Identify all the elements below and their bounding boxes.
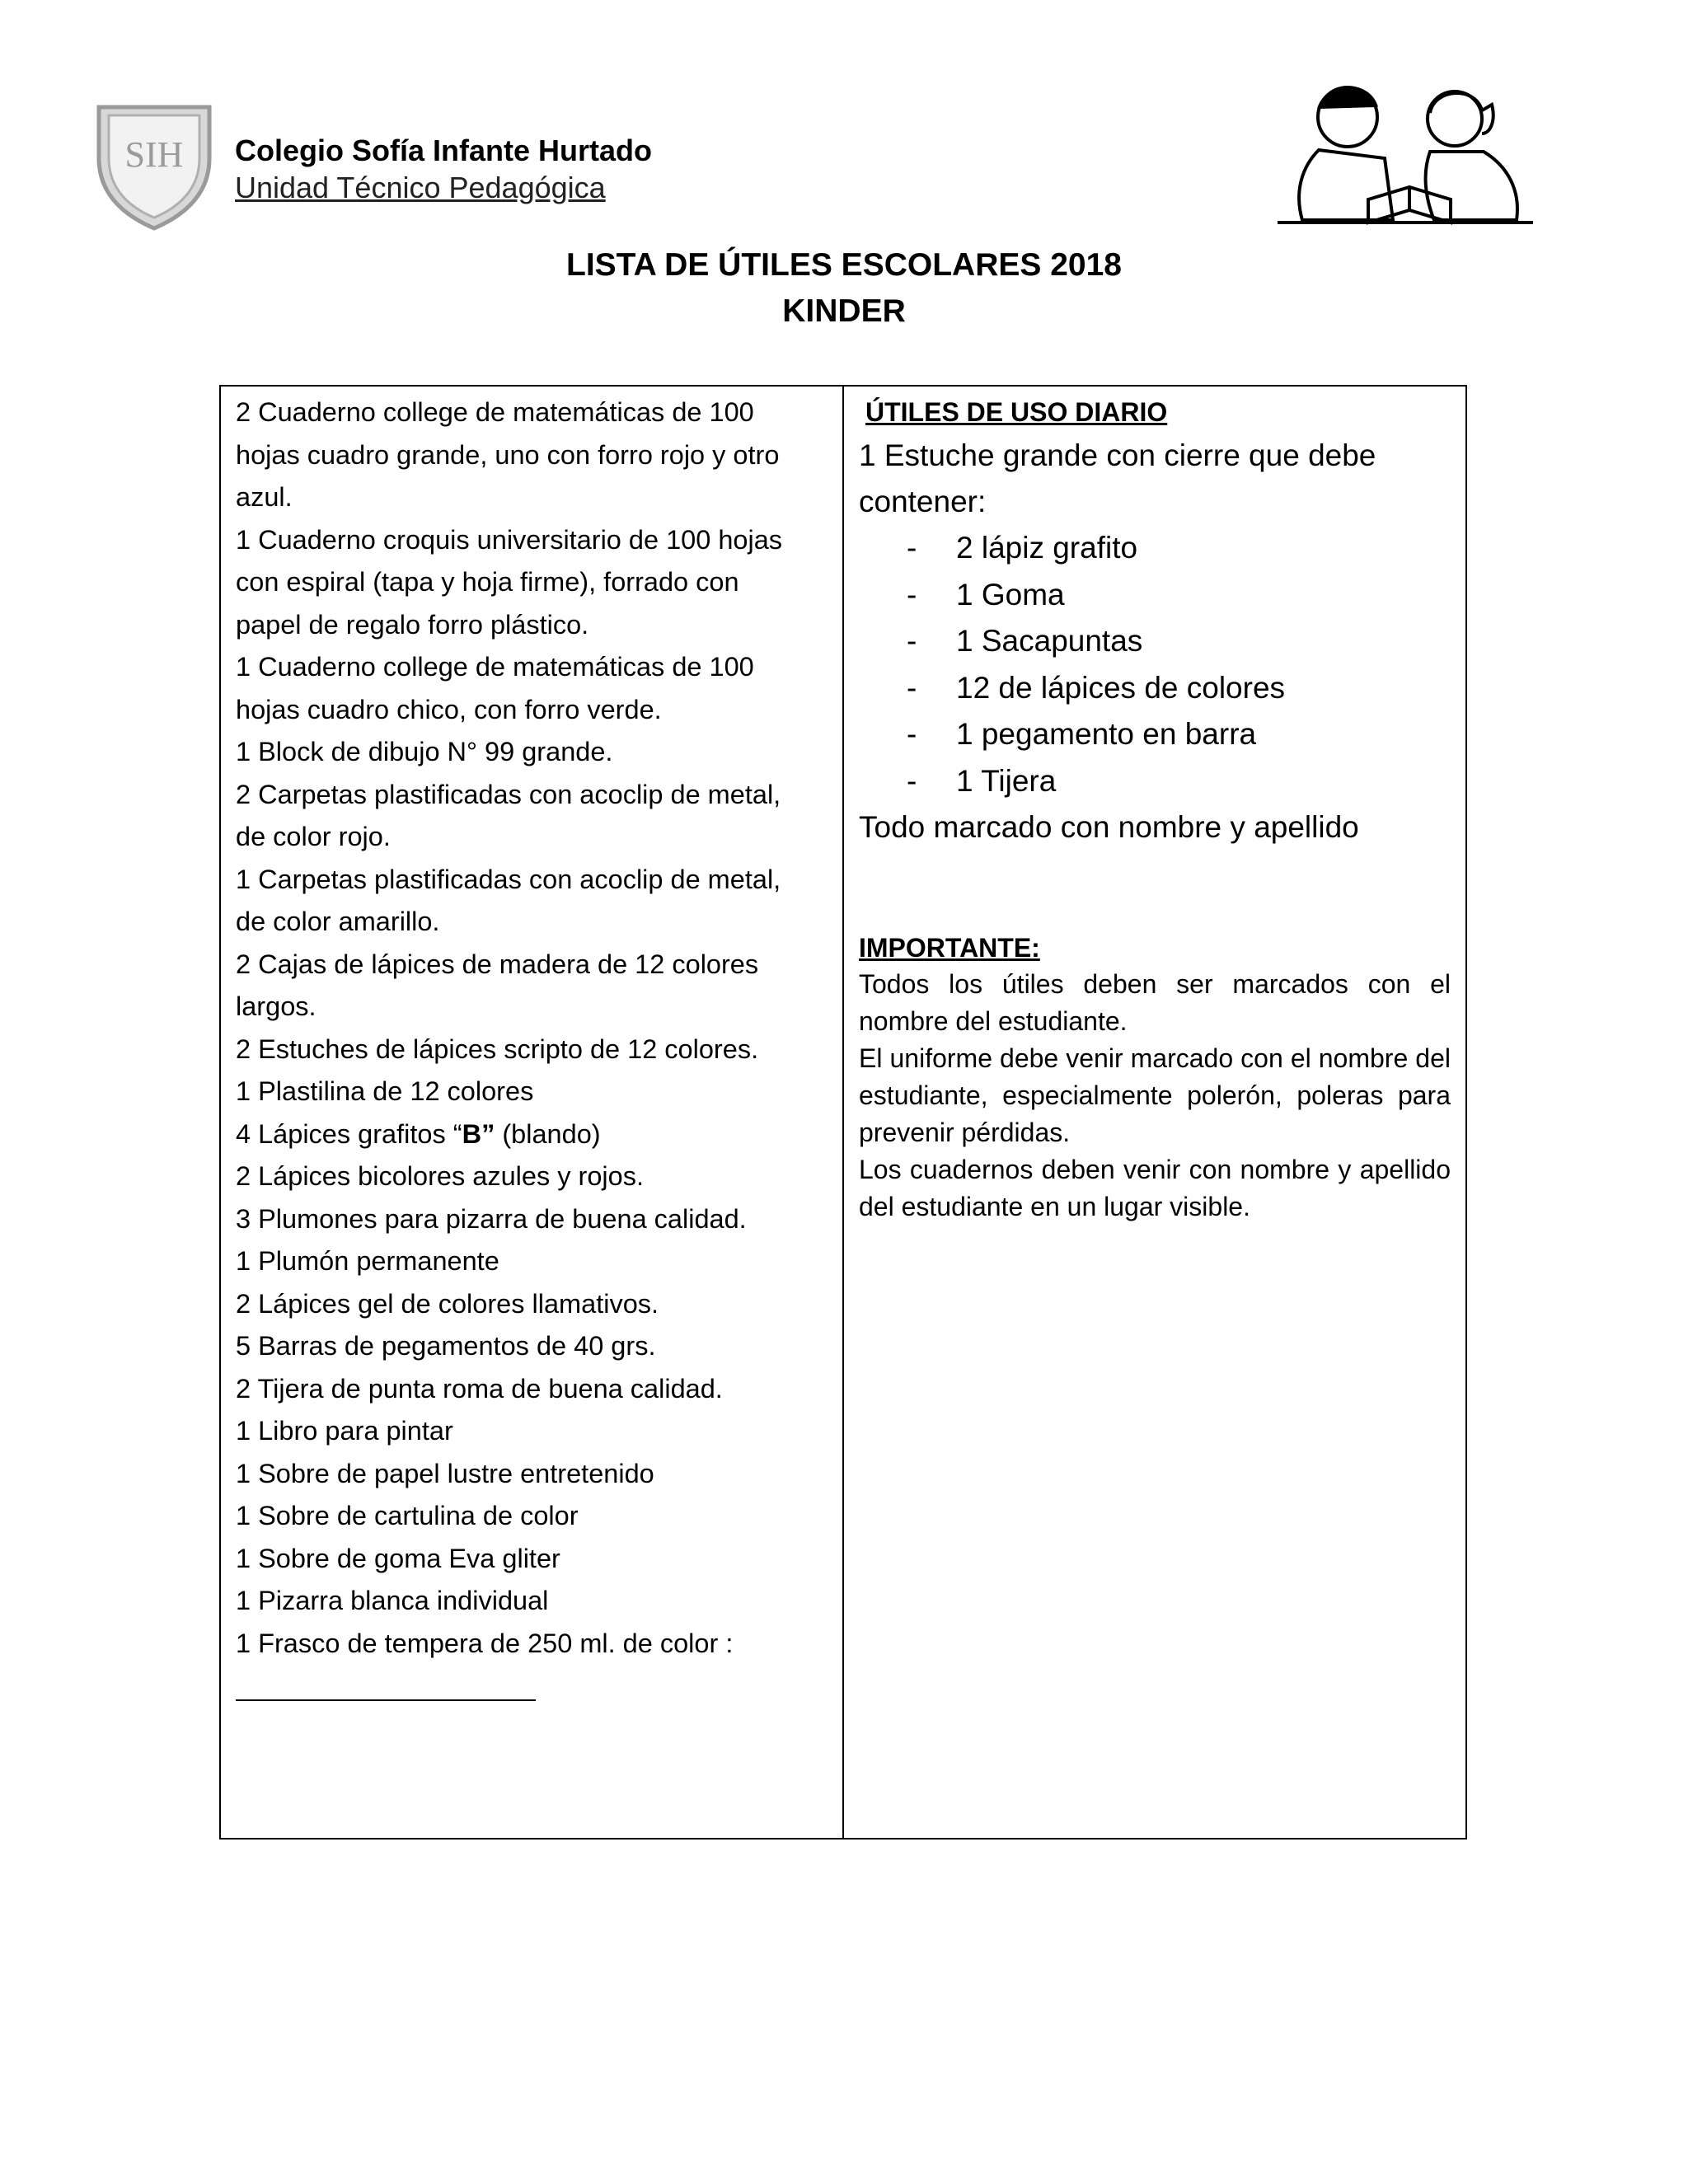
document-subtitle: KINDER (782, 293, 906, 329)
supplies-table (219, 385, 1467, 1840)
list-item: hojas cuadro chico, con forro verde. (236, 694, 662, 724)
list-item: con espiral (tapa y hoja firme), forrado con (236, 567, 739, 597)
list-item: - 1 Tijera (907, 763, 1057, 798)
list-item: hojas cuadro grande, uno con forro rojo y otro (236, 439, 780, 470)
list-item: 2 Lápices bicolores azules y rojos. (236, 1161, 644, 1191)
important-notes (859, 966, 1451, 1226)
important-note: Todos los útiles deben ser marcados con el nombre del estudiante. (859, 969, 1451, 1036)
important-note: Los cuadernos deben venir con nombre y apellido del estudiante en un lugar visible. (859, 1155, 1451, 1221)
supplies-list (236, 391, 829, 1665)
list-item: 1 Block de dibujo N° 99 grande. (236, 737, 613, 766)
school-name: Colegio Sofía Infante Hurtado (235, 134, 653, 167)
list-item: 2 Cuaderno college de matemáticas de 100 (236, 397, 754, 427)
list-item: 2 Tijera de punta roma de buena calidad. (236, 1373, 723, 1404)
list-item: - 1 Goma (907, 577, 1065, 612)
list-item: de color rojo. (236, 822, 391, 851)
school-header (235, 132, 652, 206)
estuche-text: 1 Estuche grande con cierre que debe contener: (859, 438, 1376, 518)
list-item: - 12 de lápices de colores (907, 670, 1286, 705)
list-item: 1 Carpetas plastificadas con acoclip de metal, (236, 864, 781, 894)
school-unit: Unidad Técnico Pedagógica (235, 171, 606, 204)
list-item: - 2 lápiz grafito (907, 531, 1138, 565)
list-item: - 1 Sacapuntas (907, 624, 1143, 658)
list-item: 1 Frasco de tempera de 250 ml. de color : (236, 1628, 734, 1658)
list-item-grafitos: 4 Lápices grafitos “B” (blando) (236, 1118, 601, 1149)
important-note: El uniforme debe venir marcado con el nombre del estudiante, especialmente polerón, poleras para prevenir pérdidas. (859, 1043, 1451, 1147)
list-item: de color amarillo. (236, 907, 440, 936)
list-item: azul. (236, 482, 293, 512)
list-item: papel de regalo forro plástico. (236, 609, 589, 640)
supplies-column (221, 387, 844, 1838)
list-item: 3 Plumones para pizarra de buena calidad. (236, 1203, 747, 1234)
fill-in-line (236, 1699, 536, 1701)
children-reading-book-icon (1269, 76, 1541, 232)
list-item: 1 Pizarra blanca individual (236, 1586, 549, 1615)
list-item: - 1 pegamento en barra (907, 717, 1257, 751)
list-item: 2 Lápices gel de colores llamativos. (236, 1288, 659, 1319)
list-item: largos. (236, 991, 316, 1021)
document-title: LISTA DE ÚTILES ESCOLARES 2018 (566, 247, 1122, 283)
list-item: 1 Cuaderno croquis universitario de 100 hojas (236, 524, 783, 555)
daily-use-heading: ÚTILES DE USO DIARIO (865, 397, 1168, 427)
list-item: 1 Sobre de papel lustre entretenido (236, 1458, 654, 1488)
list-item: 1 Libro para pintar (236, 1416, 453, 1446)
list-item: 2 Carpetas plastificadas con acoclip de metal, (236, 779, 781, 809)
list-item: 2 Cajas de lápices de madera de 12 colores (236, 949, 759, 979)
list-item: 5 Barras de pegamentos de 40 grs. (236, 1331, 656, 1361)
daily-use-column (844, 387, 1465, 1838)
estuche-contents-list (859, 525, 1451, 804)
list-item: 1 Sobre de cartulina de color (236, 1501, 579, 1530)
list-item: 1 Plastilina de 12 colores (236, 1076, 534, 1106)
important-heading: IMPORTANTE: (859, 933, 1040, 963)
list-item: 1 Cuaderno college de matemáticas de 100 (236, 652, 754, 682)
list-item: 2 Estuches de lápices scripto de 12 colores. (236, 1033, 759, 1064)
list-item: 1 Sobre de goma Eva gliter (236, 1543, 560, 1573)
list-item: 1 Plumón permanente (236, 1246, 499, 1276)
school-crest-icon (92, 101, 216, 232)
marking-note: Todo marcado con nombre y apellido (859, 810, 1359, 844)
crest-letters: SIH (124, 134, 184, 175)
